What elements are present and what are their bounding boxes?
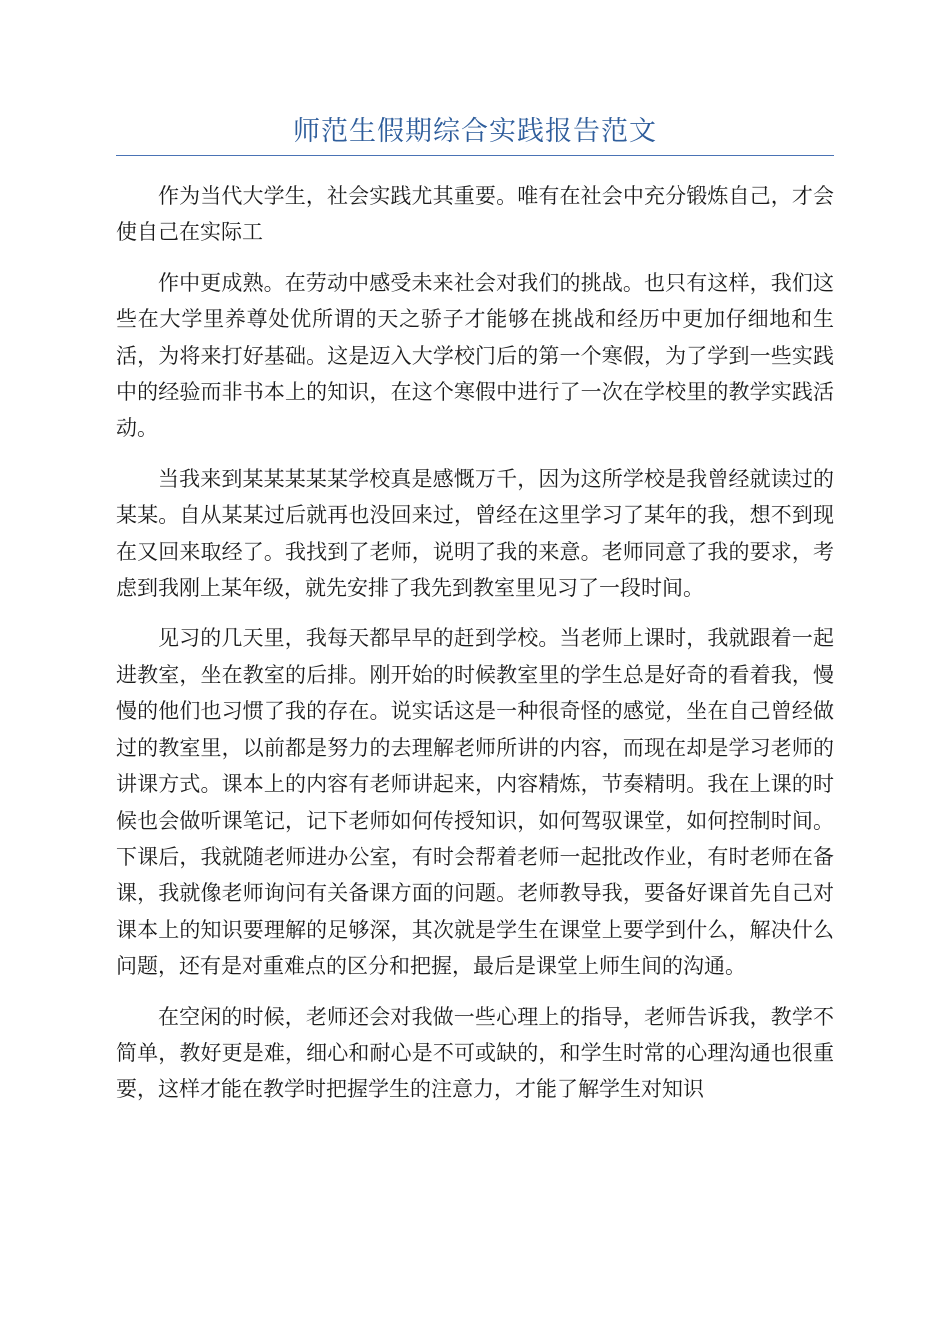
document-body [116,178,834,1122]
paragraph-4: 见习的几天里，我每天都早早的赶到学校。当老师上课时，我就跟着一起进教室，坐在教室的后排。刚开始的时候教室里的学生总是好奇的看着我，慢慢的他们也习惯了我的存在。说实话这是一种很奇怪的感觉，坐在自己曾经做过的教室里，以前都是努力的去理解老师所讲的内容，而现在却是学习老师的讲课方式。课本上的内容有老师讲起来，内容精炼，节奏精明。我在上课的时候也会做听课笔记，记下老师如何传授知识，如何驾驭课堂，如何控制时间。下课后，我就随老师进办公室，有时会帮着老师一起批改作业，有时老师在备课，我就像老师询问有关备课方面的问题。老师教导我，要备好课首先自己对课本上的知识要理解的足够深，其次就是学生在课堂上要学到什么，解决什么问题，还有是对重难点的区分和把握，最后是课堂上师生间的沟通。 [116,626,834,979]
paragraph-3: 当我来到某某某某某学校真是感慨万千，因为这所学校是我曾经就读过的某某。自从某某过后就再也没回来过，曾经在这里学习了某年的我，想不到现在又回来取经了。我找到了老师，说明了我的来意。老师同意了我的要求，考虑到我刚上某年级，就先安排了我先到教室里见习了一段时间。 [116,466,834,601]
paragraph-1: 作为当代大学生，社会实践尤其重要。唯有在社会中充分锻炼自己，才会使自己在实际工 [116,184,834,245]
title-underline [116,155,834,156]
paragraph-5: 在空闲的时候，老师还会对我做一些心理上的指导，老师告诉我，教学不简单，教好更是难，细心和耐心是不可或缺的，和学生时常的心理沟通也很重要，这样才能在教学时把握学生的注意力，才能了解学生对知识 [116,1004,834,1102]
paragraph-2: 作中更成熟。在劳动中感受未来社会对我们的挑战。也只有这样，我们这些在大学里养尊处优所谓的天之骄子才能够在挑战和经历中更加仔细地和生活，为将来打好基础。这是迈入大学校门后的第一个寒假，为了学到一些实践中的经验而非书本上的知识，在这个寒假中进行了一次在学校里的教学实践活动。 [116,270,834,441]
document-title: 师范生假期综合实践报告范文 [293,116,657,147]
